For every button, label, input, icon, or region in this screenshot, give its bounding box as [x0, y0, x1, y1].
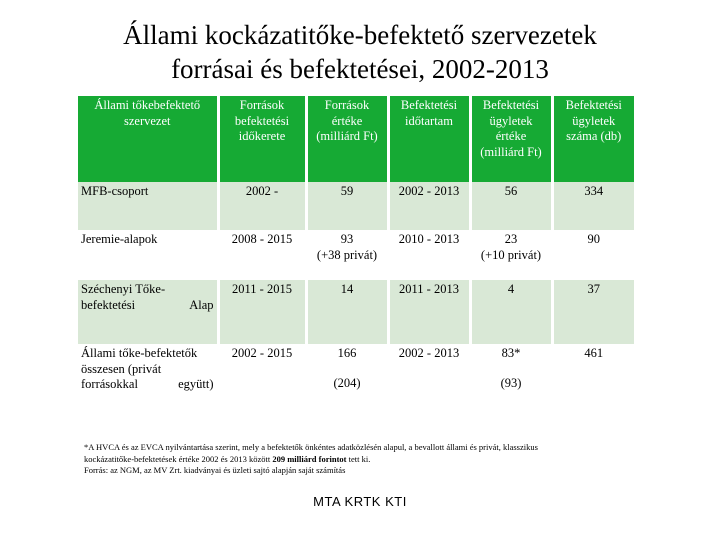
footnote-line-2: [84, 454, 644, 466]
footnote-source: Forrás: az NGM, az MV Zrt. kiadványai és üzleti sajtó alapján saját számítás: [84, 465, 346, 475]
cell-timeframe: 2011 - 2015: [218, 280, 306, 344]
cell-duration: 2010 - 2013: [388, 230, 470, 280]
header-deals-value: Befektetési ügyletek értéke (milliárd Ft): [470, 96, 552, 182]
cell-funds: [306, 280, 388, 344]
funds-extra: (204): [333, 375, 361, 390]
funds-table: [78, 96, 634, 440]
footnote-line-2-bold: 209 milliárd forintot: [272, 453, 347, 464]
cell-deals-value: [470, 182, 552, 230]
cell-organization: Széchenyi Tőke-befektetési Alap: [78, 280, 218, 344]
deals-value: 56: [504, 184, 518, 198]
footnote-line-1: *A HVCA és az EVCA nyilvántartása szerint, mely a befektetők önkéntes adatközlésén alapul, a bevallott állami és privát, klasszikus: [84, 442, 538, 452]
cell-deals-count: 461: [552, 344, 634, 440]
cell-organization: Jeremie-alapok: [78, 230, 218, 280]
cell-organization: MFB-csoport: [78, 182, 218, 230]
page-title: [0, 18, 720, 86]
deals-value-extra: (93): [500, 375, 522, 390]
table-row: [78, 230, 634, 280]
cell-timeframe: 2002 -: [218, 182, 306, 230]
header-deals-count: Befektetési ügyletek száma (db): [552, 96, 634, 182]
cell-deals-value: [470, 280, 552, 344]
deals-value: 83*: [501, 346, 521, 360]
title-line-1: Állami kockázatitőke-befektető szervezetek: [123, 20, 597, 50]
deals-value: 23: [504, 232, 518, 246]
footnote-line-2-prefix: kockázatitőke-befektetések értéke 2002 és 2013 között: [84, 453, 271, 464]
cell-duration: 2002 - 2013: [388, 344, 470, 440]
deals-value-extra: (+10 privát): [480, 247, 542, 262]
table-row: [78, 280, 634, 344]
header-investment-period: Befektetési időtartam: [388, 96, 470, 182]
cell-organization: Állami tőke-befektetők összesen (privát forrásokkal együtt): [78, 344, 218, 440]
title-line-2: forrásai és befektetései, 2002-2013: [171, 54, 549, 84]
cell-duration: 2002 - 2013: [388, 182, 470, 230]
table-header-row: [78, 96, 634, 182]
cell-deals-count: 90: [552, 230, 634, 280]
cell-deals-count: 37: [552, 280, 634, 344]
cell-deals-value: [470, 230, 552, 280]
deals-value: 4: [507, 282, 515, 296]
header-organization: Állami tőkebefektető szervezet: [78, 96, 218, 182]
funds-extra: (+38 privát): [316, 247, 378, 262]
table-row: [78, 344, 634, 440]
cell-funds: [306, 230, 388, 280]
funds-value: 14: [340, 282, 354, 296]
cell-timeframe: 2008 - 2015: [218, 230, 306, 280]
footnote: [84, 442, 644, 477]
header-funds-value: Források értéke (milliárd Ft): [306, 96, 388, 182]
header-timeframe: Források befektetési időkerete: [218, 96, 306, 182]
table-row: [78, 182, 634, 230]
cell-funds: [306, 182, 388, 230]
funds-value: 59: [340, 184, 354, 198]
cell-deals-count: 334: [552, 182, 634, 230]
funds-value: 166: [337, 346, 357, 360]
cell-duration: 2011 - 2013: [388, 280, 470, 344]
credit-label: MTA KRTK KTI: [313, 494, 407, 509]
cell-deals-value: [470, 344, 552, 440]
footnote-line-2-suffix: tett ki.: [348, 453, 371, 464]
cell-timeframe: 2002 - 2015: [218, 344, 306, 440]
cell-funds: [306, 344, 388, 440]
funds-value: 93: [340, 232, 354, 246]
